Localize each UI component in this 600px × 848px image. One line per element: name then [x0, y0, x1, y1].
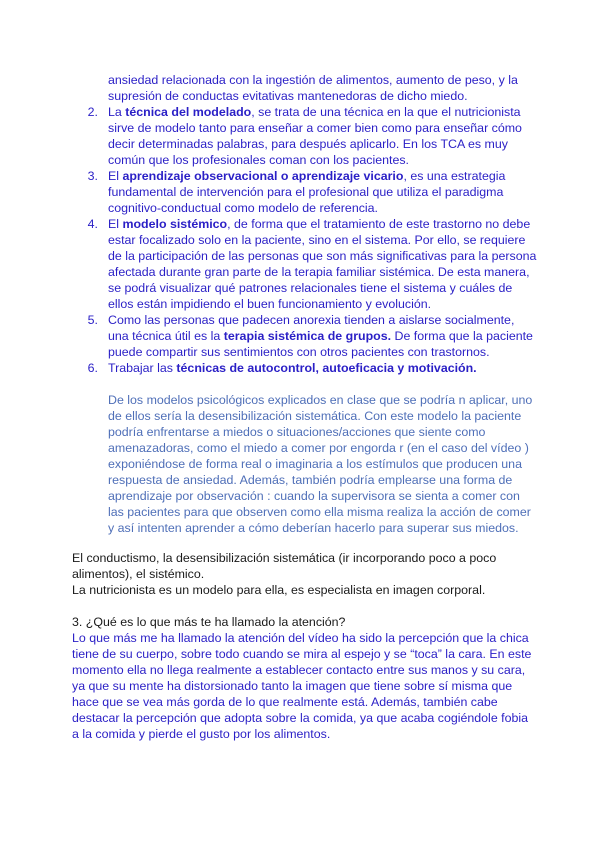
answer-line: momento ella no llega realmente a establecer contacto entre sus manos y su cara,	[72, 663, 526, 677]
list-item-line: de la participación de las personas que son más significativas para la persona	[108, 249, 537, 263]
answer-line: a la comida y pierde el gusto por los alimentos.	[72, 727, 331, 741]
paragraph-line: La nutricionista es un modelo para ella, es especialista en imagen corporal.	[72, 583, 486, 597]
answer-line: ya que su mente ha distorsionado tanto la imagen que tiene sobre sí misma que	[72, 679, 513, 693]
list-number: 6.	[87, 361, 98, 375]
paragraph-line: respuesta de ansiedad. Además, también podría emplearse una forma de	[108, 473, 513, 487]
paragraph-line: alimentos), el sistémico.	[72, 567, 205, 581]
answer-line: tiene de su cuerpo, sobre todo cuando se mira al espejo y se “toca” la cara. En este	[72, 647, 532, 661]
list-item-line: sirve de modelo tanto para enseñar a comer bien como para enseñar cómo	[108, 121, 522, 135]
list-item-line: Como las personas que padecen anorexia tienden a aislarse socialmente,	[108, 313, 515, 327]
list-number: 5.	[87, 313, 98, 327]
list-item-line: común que los profesionales coman con los pacientes.	[108, 153, 409, 167]
list-item-line: cognitivo-conductual como modelo de referencia.	[108, 201, 378, 215]
answer-line: Lo que más me ha llamado la atención del vídeo ha sido la percepción que la chica	[72, 631, 529, 645]
paragraph-line: y así intenten aprender a cómo deberían hacerlo para superar sus miedos.	[108, 521, 519, 535]
list-item-line: puede compartir sus sentimientos con otros pacientes con trastornos.	[108, 345, 490, 359]
list-number: 4.	[87, 217, 98, 231]
bold-term: técnica del modelado	[125, 105, 252, 119]
paragraph-line: amenazadoras, como el miedo a comer por engorda r (en el caso del vídeo )	[108, 441, 529, 455]
list-item-line: decir determinadas palabras, para después aplicarlo. En los TCA es muy	[108, 137, 508, 151]
list-item-line: El modelo sistémico, de forma que el tratamiento de este trastorno no debe	[108, 217, 531, 231]
paragraph-line: exponiéndose de forma real o imaginaria a los estímulos que producen una	[108, 457, 522, 471]
list-item-line: ellos están impidiendo el buen funcionamiento y evolución.	[108, 297, 432, 311]
paragraph-line: aprendizaje por observación : cuando la supervisora se sienta a comer con	[108, 489, 520, 503]
list-item-line: Trabajar las técnicas de autocontrol, autoeficacia y motivación.	[108, 361, 477, 375]
list-number: 2.	[87, 105, 98, 119]
paragraph-line: podría enfrentarse a miedos o situaciones/acciones que siente como	[108, 425, 486, 439]
question-heading: 3. ¿Qué es lo que más te ha llamado la atención?	[72, 615, 346, 629]
list-continuation-line: supresión de conductas evitativas mantenedoras de dicho miedo.	[108, 89, 468, 103]
list-item-line: fundamental de intervención para el profesional que utiliza el paradigma	[108, 185, 504, 199]
list-item-line: afectada durante gran parte de la terapia familiar sistémica. De esta manera,	[108, 265, 530, 279]
list-continuation-line: ansiedad relacionada con la ingestión de alimentos, aumento de peso, y la	[108, 73, 518, 87]
bold-term: técnicas de autocontrol, autoeficacia y motivación.	[176, 361, 477, 375]
list-item-line: se podrá visualizar qué patrones relacionales tiene el sistema y cuáles de	[108, 281, 513, 295]
paragraph-line: De los modelos psicológicos explicados en clase que se podría n aplicar, uno	[108, 393, 533, 407]
bold-term: aprendizaje observacional o aprendizaje vicario	[122, 169, 404, 183]
list-item-line: La técnica del modelado, se trata de una técnica en la que el nutricionista	[108, 105, 521, 119]
answer-line: hace que se vea más gorda de lo que realmente está. Además, también cabe	[72, 695, 498, 709]
paragraph-line: de ellos sería la desensibilización sistemática. Con este modelo la paciente	[108, 409, 522, 423]
paragraph-line: El conductismo, la desensibilización sistemática (ir incorporando poco a poco	[72, 551, 497, 565]
list-item-line: una técnica útil es la terapia sistémica de grupos. De forma que la paciente	[108, 329, 533, 343]
bold-term: terapia sistémica de grupos.	[223, 329, 392, 343]
list-number: 3.	[87, 169, 98, 183]
list-item-line: El aprendizaje observacional o aprendizaje vicario, es una estrategia	[108, 169, 506, 183]
paragraph-line: las pacientes para que observen como ella misma realiza la acción de comer	[108, 505, 531, 519]
list-item-line: estar focalizado solo en la paciente, sino en el sistema. Por ello, se requiere	[108, 233, 526, 247]
answer-line: destacar la percepción que adopta sobre la comida, ya que acaba cogiéndole fobia	[72, 711, 529, 725]
bold-term: modelo sistémico	[122, 217, 228, 231]
